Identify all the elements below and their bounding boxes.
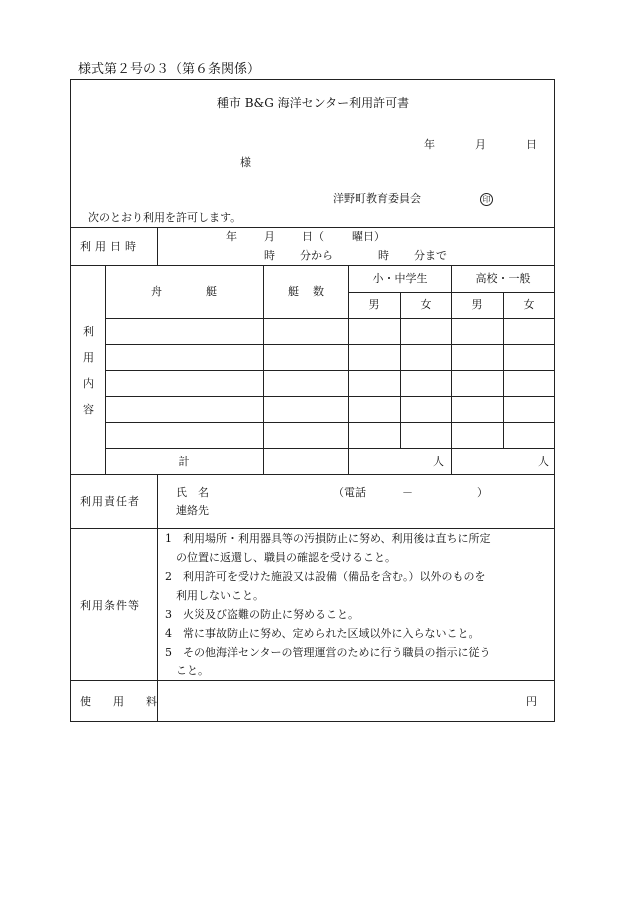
- seal-icon: 印: [480, 193, 493, 206]
- contact-label: 連絡先: [176, 504, 209, 517]
- usage-side-label-2: 用: [83, 351, 94, 364]
- adult-male-header: 男: [471, 298, 483, 311]
- condition-line-4: 利用しないこと。: [176, 589, 264, 602]
- conditions-label: 利用条件等: [80, 599, 140, 612]
- fee-label: 使用料: [80, 695, 179, 708]
- junior-female-header: 女: [420, 298, 432, 311]
- condition-line-2: の位置に返還し、職員の確認を受けること。: [176, 551, 396, 564]
- rule-count-col-right: [348, 265, 349, 474]
- rule-lower-label-right: [157, 474, 158, 722]
- junior-male-header: 男: [368, 298, 380, 311]
- rule-col-header-bottom: [105, 318, 555, 319]
- rule-datetime-bottom: [70, 265, 555, 266]
- rule-adult-mf-split: [503, 292, 504, 448]
- usage-side-label-1: 利: [83, 325, 94, 338]
- adult-female-header: 女: [523, 298, 535, 311]
- use-date-year: 年: [226, 230, 237, 243]
- time-from-minute: 分から: [300, 249, 333, 262]
- rule-datetime-label-right: [157, 227, 158, 265]
- rule-group-split: [451, 265, 452, 474]
- condition-line-1: 1 利用場所・利用器具等の汚損防止に努め、利用後は直ちに所定: [165, 532, 491, 545]
- form-label: 様式第２号の３（第６条関係）: [78, 62, 261, 77]
- rule-usage-bottom: [70, 474, 555, 475]
- time-to-hour: 時: [378, 249, 389, 262]
- adult-total-unit: 人: [538, 455, 549, 468]
- issue-date-day: 日: [526, 138, 537, 151]
- rule-header-bottom: [70, 227, 555, 228]
- group-header-adult: 高校・一般: [475, 272, 531, 285]
- rule-conditions-bottom: [70, 680, 555, 681]
- rule-row-5: [105, 448, 555, 449]
- issuer-name: 洋野町教育委員会: [333, 192, 421, 205]
- phone-dash: －: [402, 486, 413, 499]
- group-header-junior: 小・中学生: [372, 272, 428, 285]
- addressee-suffix: 様: [240, 156, 251, 169]
- col-header-boat: 舟艇: [151, 285, 261, 298]
- name-label: 氏 名: [176, 486, 209, 499]
- col-header-count: 艇数: [288, 285, 338, 298]
- total-label: 計: [178, 455, 190, 468]
- condition-line-7: 5 その他海洋センターの管理運営のために行う職員の指示に従う: [165, 646, 491, 659]
- rule-junior-mf-split: [400, 292, 401, 448]
- junior-total-unit: 人: [433, 455, 444, 468]
- condition-line-8: こと。: [176, 664, 209, 677]
- rule-row-3: [105, 396, 555, 397]
- condition-line-6: 4 常に事故防止に努め、定められた区域以外に入らないこと。: [165, 627, 480, 640]
- phone-label: （電話: [333, 486, 366, 499]
- issue-date-year: 年: [424, 138, 435, 151]
- usage-side-label-4: 容: [83, 403, 94, 416]
- condition-line-5: 3 火災及び盗難の防止に努めること。: [165, 608, 359, 621]
- use-date-month: 月: [264, 230, 275, 243]
- rule-responsible-bottom: [70, 528, 555, 529]
- rule-usage-label-right: [105, 265, 106, 474]
- time-from-hour: 時: [264, 249, 275, 262]
- responsible-label: 利用責任者: [80, 495, 140, 508]
- phone-close: ）: [477, 486, 488, 499]
- usage-side-label-3: 内: [83, 377, 94, 390]
- rule-row-1: [105, 344, 555, 345]
- issue-date-month: 月: [475, 138, 486, 151]
- rule-row-2: [105, 370, 555, 371]
- datetime-label: 利用日時: [80, 240, 140, 253]
- use-date-weekday: 曜日）: [352, 230, 385, 243]
- permission-notice: 次のとおり利用を許可します。: [88, 211, 242, 224]
- permit-title: 種市 B&G 海洋センター利用許可書: [216, 96, 410, 110]
- use-date-day: 日（: [302, 230, 324, 243]
- rule-boat-col-right: [263, 265, 264, 474]
- permit-form: [70, 79, 555, 722]
- fee-unit: 円: [526, 695, 537, 708]
- time-to-minute: 分まで: [414, 249, 447, 262]
- condition-line-3: 2 利用許可を受けた施設又は設備（備品を含む。）以外のものを: [165, 570, 486, 583]
- rule-row-4: [105, 422, 555, 423]
